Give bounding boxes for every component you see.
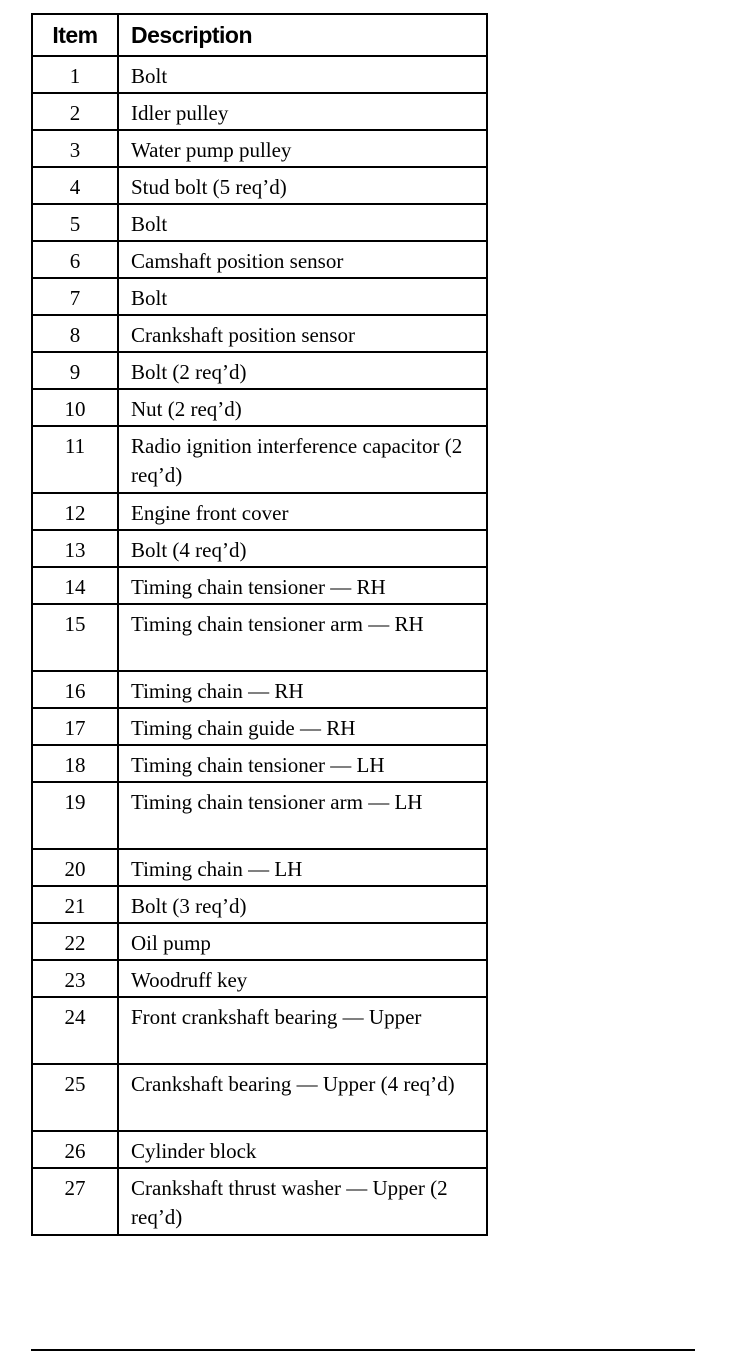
item-number-cell: 26 xyxy=(32,1131,118,1168)
table-row xyxy=(32,56,487,93)
item-number-cell: 19 xyxy=(32,782,118,849)
item-number-cell: 14 xyxy=(32,567,118,604)
description-cell: Timing chain — RH xyxy=(118,671,487,708)
description-cell: Front crankshaft bearing — Upper xyxy=(118,997,487,1064)
description-cell: Crankshaft bearing — Upper (4 req’d) xyxy=(118,1064,487,1131)
item-number-cell: 21 xyxy=(32,886,118,923)
table-row xyxy=(32,997,487,1064)
item-number-cell: 24 xyxy=(32,997,118,1064)
description-cell: Crankshaft thrust washer — Upper (2 req’d) xyxy=(118,1168,487,1235)
item-number-cell: 16 xyxy=(32,671,118,708)
table-row xyxy=(32,130,487,167)
item-number-cell: 15 xyxy=(32,604,118,671)
table-row xyxy=(32,960,487,997)
description-cell: Timing chain tensioner — LH xyxy=(118,745,487,782)
description-cell: Bolt (3 req’d) xyxy=(118,886,487,923)
bottom-rule xyxy=(31,1349,695,1351)
item-column-header: Item xyxy=(32,14,118,56)
table-row xyxy=(32,167,487,204)
description-cell: Idler pulley xyxy=(118,93,487,130)
table-row xyxy=(32,204,487,241)
description-cell: Stud bolt (5 req’d) xyxy=(118,167,487,204)
table-row xyxy=(32,93,487,130)
description-cell: Timing chain guide — RH xyxy=(118,708,487,745)
item-number-cell: 10 xyxy=(32,389,118,426)
parts-table xyxy=(31,13,488,1236)
table-row xyxy=(32,1131,487,1168)
item-number-cell: 9 xyxy=(32,352,118,389)
description-cell: Water pump pulley xyxy=(118,130,487,167)
table-row xyxy=(32,886,487,923)
item-number-cell: 5 xyxy=(32,204,118,241)
table-row xyxy=(32,241,487,278)
item-number-cell: 2 xyxy=(32,93,118,130)
table-header xyxy=(32,14,487,56)
description-cell: Bolt xyxy=(118,56,487,93)
description-cell: Oil pump xyxy=(118,923,487,960)
table-row xyxy=(32,493,487,530)
item-number-cell: 22 xyxy=(32,923,118,960)
item-number-cell: 12 xyxy=(32,493,118,530)
description-cell: Bolt xyxy=(118,278,487,315)
item-number-cell: 4 xyxy=(32,167,118,204)
item-number-cell: 7 xyxy=(32,278,118,315)
item-number-cell: 23 xyxy=(32,960,118,997)
item-number-cell: 17 xyxy=(32,708,118,745)
item-number-cell: 27 xyxy=(32,1168,118,1235)
description-cell: Bolt (2 req’d) xyxy=(118,352,487,389)
item-number-cell: 6 xyxy=(32,241,118,278)
table-row xyxy=(32,708,487,745)
table-row xyxy=(32,1064,487,1131)
table-row xyxy=(32,426,487,493)
table-row xyxy=(32,671,487,708)
table-row xyxy=(32,849,487,886)
item-number-cell: 8 xyxy=(32,315,118,352)
description-cell: Nut (2 req’d) xyxy=(118,389,487,426)
description-cell: Crankshaft position sensor xyxy=(118,315,487,352)
description-column-header: Description xyxy=(118,14,487,56)
table-row xyxy=(32,923,487,960)
table-row xyxy=(32,389,487,426)
description-cell: Camshaft position sensor xyxy=(118,241,487,278)
item-number-cell: 3 xyxy=(32,130,118,167)
table-row xyxy=(32,782,487,849)
description-cell: Woodruff key xyxy=(118,960,487,997)
description-cell: Timing chain — LH xyxy=(118,849,487,886)
item-number-cell: 1 xyxy=(32,56,118,93)
description-cell: Bolt xyxy=(118,204,487,241)
description-cell: Cylinder block xyxy=(118,1131,487,1168)
item-number-cell: 11 xyxy=(32,426,118,493)
table-row xyxy=(32,1168,487,1235)
item-number-cell: 13 xyxy=(32,530,118,567)
description-cell: Timing chain tensioner arm — RH xyxy=(118,604,487,671)
description-cell: Timing chain tensioner arm — LH xyxy=(118,782,487,849)
table-row xyxy=(32,315,487,352)
description-cell: Bolt (4 req’d) xyxy=(118,530,487,567)
header-row xyxy=(32,14,487,56)
item-number-cell: 20 xyxy=(32,849,118,886)
table-row xyxy=(32,352,487,389)
description-cell: Engine front cover xyxy=(118,493,487,530)
description-cell: Timing chain tensioner — RH xyxy=(118,567,487,604)
item-number-cell: 18 xyxy=(32,745,118,782)
table-row xyxy=(32,567,487,604)
item-number-cell: 25 xyxy=(32,1064,118,1131)
table-row xyxy=(32,530,487,567)
table-row xyxy=(32,278,487,315)
table-row xyxy=(32,604,487,671)
table-row xyxy=(32,745,487,782)
table-body xyxy=(32,56,487,1235)
description-cell: Radio ignition interference capacitor (2 req’d) xyxy=(118,426,487,493)
